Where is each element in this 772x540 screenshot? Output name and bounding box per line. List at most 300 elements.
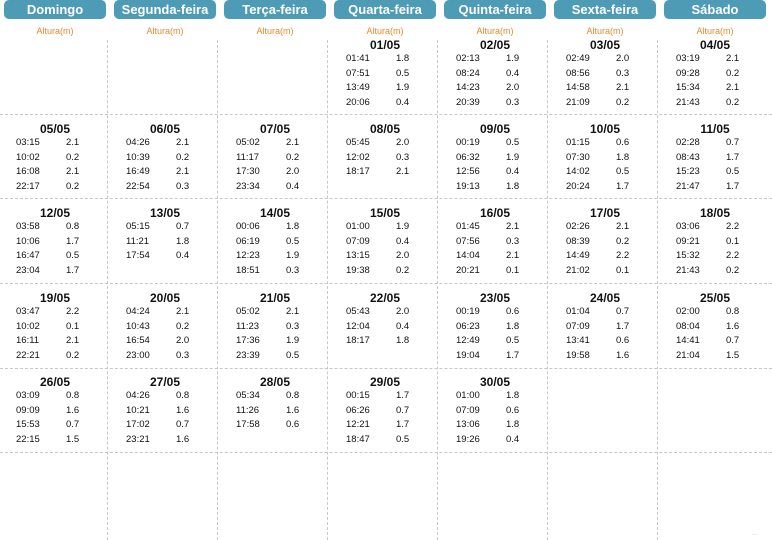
tide-time: 05:34 [236, 390, 260, 401]
tide-time: 09:09 [16, 404, 40, 416]
tide-height: 0.5 [66, 250, 80, 261]
tide-time: 01:00 [456, 390, 480, 401]
tide-height: 1.9 [286, 335, 300, 346]
tide-height: 1.8 [506, 419, 520, 430]
tide-time: 02:26 [566, 221, 590, 232]
tide-row [224, 320, 326, 335]
tide-time: 11:23 [236, 320, 260, 332]
height-unit-label: Altura(m) [696, 26, 734, 36]
day-date: 15/05 [369, 206, 401, 220]
tide-row [114, 320, 216, 335]
tide-time: 13:49 [346, 82, 370, 93]
tide-row [554, 67, 656, 82]
tide-row [114, 305, 216, 320]
day-date: 17/05 [589, 206, 621, 220]
tide-height: 2.0 [396, 250, 410, 261]
tide-row [4, 151, 106, 166]
tide-time: 12:56 [456, 166, 480, 177]
weekday-header-saturday: Sábado [664, 0, 766, 19]
tide-row [224, 165, 326, 180]
tide-row [444, 433, 546, 448]
tide-row [664, 349, 766, 364]
day-date: 25/05 [699, 291, 731, 305]
tide-height: 1.6 [176, 433, 190, 445]
tide-row [664, 151, 766, 166]
weekday-header-sunday: Domingo [4, 0, 106, 19]
day-date: 18/05 [699, 206, 731, 220]
tide-row [664, 96, 766, 111]
tide-time: 17:58 [236, 419, 260, 430]
tide-time: 21:04 [676, 349, 700, 361]
day-cell [664, 291, 766, 363]
tide-row [224, 180, 326, 195]
tide-row [114, 151, 216, 166]
tide-row [554, 96, 656, 111]
week-divider [0, 368, 772, 369]
tide-time: 17:02 [126, 419, 150, 430]
tide-height: 0.8 [176, 390, 190, 401]
tide-time: 16:54 [126, 335, 150, 346]
tide-height: 0.4 [396, 235, 410, 247]
tide-time: 03:06 [676, 221, 700, 232]
day-date: 08/05 [369, 122, 401, 136]
tide-row [334, 389, 436, 404]
tide-height: 2.1 [66, 335, 80, 346]
tide-height: 1.6 [66, 404, 80, 416]
tide-row [554, 235, 656, 250]
tide-time: 22:54 [126, 180, 150, 192]
week-divider [0, 198, 772, 199]
tide-row [554, 334, 656, 349]
tide-height: 1.8 [506, 390, 520, 401]
tide-height: 0.3 [286, 320, 300, 332]
tide-row [224, 404, 326, 419]
day-date: 23/05 [479, 291, 511, 305]
tide-height: 2.1 [506, 221, 520, 232]
tide-row [334, 52, 436, 67]
tide-row [334, 264, 436, 279]
day-cell [334, 291, 436, 349]
tide-time: 11:26 [236, 404, 260, 416]
tide-row [554, 136, 656, 151]
week-divider [0, 452, 772, 453]
tide-height: 1.6 [176, 404, 190, 416]
day-cell [334, 38, 436, 110]
tide-height: 2.0 [506, 82, 520, 93]
tide-time: 23:39 [236, 349, 260, 361]
day-cell [334, 375, 436, 447]
tide-time: 21:43 [676, 96, 700, 108]
tide-height: 2.1 [176, 137, 190, 148]
tide-time: 10:43 [126, 320, 150, 332]
tide-height: 2.0 [396, 137, 410, 148]
tide-time: 22:17 [16, 180, 40, 192]
day-cell [444, 38, 546, 110]
day-date: 21/05 [259, 291, 291, 305]
tide-row [334, 136, 436, 151]
tide-height: 1.8 [506, 180, 520, 192]
tide-time: 06:23 [456, 320, 480, 332]
day-cell [554, 122, 656, 194]
tide-time: 00:19 [456, 306, 480, 317]
tide-row [554, 249, 656, 264]
tide-height: 2.2 [726, 221, 740, 232]
tide-time: 00:19 [456, 137, 480, 148]
tide-row [444, 52, 546, 67]
tide-time: 14:02 [566, 166, 590, 177]
tide-height: 2.1 [176, 306, 190, 317]
tide-row [114, 136, 216, 151]
tide-height: 1.8 [176, 235, 190, 247]
tide-time: 03:47 [16, 306, 40, 317]
tide-time: 19:38 [346, 264, 370, 276]
tide-height: 0.6 [616, 335, 630, 346]
tide-time: 20:24 [566, 180, 590, 192]
tide-height: 2.1 [506, 250, 520, 261]
tide-row [114, 180, 216, 195]
tide-time: 15:32 [676, 250, 700, 261]
tide-row [334, 67, 436, 82]
day-cell [664, 122, 766, 194]
tide-time: 17:36 [236, 335, 260, 346]
tide-row [224, 349, 326, 364]
tide-time: 01:15 [566, 137, 590, 148]
tide-time: 23:00 [126, 349, 150, 361]
tide-height: 2.2 [726, 250, 740, 261]
tide-time: 21:47 [676, 180, 700, 192]
tide-time: 18:51 [236, 264, 260, 276]
week-divider [0, 283, 772, 284]
tide-time: 07:09 [456, 404, 480, 416]
tide-time: 12:21 [346, 419, 370, 430]
tide-time: 15:34 [676, 82, 700, 93]
tide-row [334, 165, 436, 180]
tide-time: 18:47 [346, 433, 370, 445]
tide-time: 19:13 [456, 180, 480, 192]
tide-height: 0.8 [66, 390, 80, 401]
height-unit-label: Altura(m) [256, 26, 294, 36]
tide-row [114, 433, 216, 448]
tide-row [224, 136, 326, 151]
tide-height: 2.2 [66, 306, 80, 317]
tide-time: 10:02 [16, 320, 40, 332]
tide-row [4, 165, 106, 180]
tide-height: 1.7 [66, 264, 80, 276]
tide-time: 07:09 [566, 320, 590, 332]
tide-row [444, 136, 546, 151]
tide-time: 15:53 [16, 419, 40, 430]
tide-time: 06:26 [346, 404, 370, 416]
tide-row [554, 180, 656, 195]
tide-row [664, 67, 766, 82]
tide-time: 20:39 [456, 96, 480, 108]
tide-time: 05:02 [236, 137, 260, 148]
tide-height: 1.9 [506, 151, 520, 163]
tide-time: 02:49 [566, 53, 590, 64]
tide-row [554, 81, 656, 96]
tide-height: 0.1 [616, 264, 630, 276]
tide-time: 01:00 [346, 221, 370, 232]
column-divider [107, 40, 108, 540]
tide-row [224, 305, 326, 320]
tide-time: 01:45 [456, 221, 480, 232]
tide-row [554, 349, 656, 364]
week-divider [0, 114, 772, 115]
tide-time: 14:23 [456, 82, 480, 93]
tide-row [224, 249, 326, 264]
tide-row [554, 220, 656, 235]
tide-row [444, 165, 546, 180]
day-cell [334, 206, 436, 278]
height-unit-label: Altura(m) [476, 26, 514, 36]
tide-time: 14:41 [676, 335, 700, 346]
tide-height: 0.4 [286, 180, 300, 192]
tide-height: 2.0 [176, 335, 190, 346]
tide-row [664, 249, 766, 264]
tide-height: 2.1 [286, 137, 300, 148]
tide-height: 0.2 [616, 96, 630, 108]
tide-height: 1.7 [396, 419, 410, 430]
tide-row [334, 81, 436, 96]
tide-row [4, 220, 106, 235]
tide-height: 1.8 [616, 151, 630, 163]
tide-height: 1.9 [396, 221, 410, 232]
tide-height: 0.3 [616, 67, 630, 79]
tide-row [334, 249, 436, 264]
tide-height: 0.4 [176, 250, 190, 261]
tide-height: 2.1 [616, 82, 630, 93]
tide-time: 14:04 [456, 250, 480, 261]
day-date: 09/05 [479, 122, 511, 136]
tide-time: 04:26 [126, 390, 150, 401]
height-unit-label: Altura(m) [36, 26, 74, 36]
tide-row [4, 433, 106, 448]
tide-height: 1.5 [66, 433, 80, 445]
tide-row [664, 136, 766, 151]
tide-row [444, 220, 546, 235]
tide-row [224, 151, 326, 166]
day-cell [4, 291, 106, 363]
day-cell [554, 38, 656, 110]
tide-row [444, 96, 546, 111]
day-date: 06/05 [149, 122, 181, 136]
watermark: ··· [752, 532, 758, 538]
tide-row [4, 305, 106, 320]
tide-height: 0.2 [176, 151, 190, 163]
tide-time: 03:09 [16, 390, 40, 401]
day-date: 05/05 [39, 122, 71, 136]
tide-height: 0.2 [616, 235, 630, 247]
tide-row [114, 418, 216, 433]
day-cell [444, 375, 546, 447]
tide-height: 0.4 [396, 96, 410, 108]
tide-row [664, 235, 766, 250]
tide-row [114, 404, 216, 419]
tide-height: 0.3 [506, 96, 520, 108]
tide-time: 10:39 [126, 151, 150, 163]
tide-time: 18:17 [346, 335, 370, 346]
tide-row [4, 418, 106, 433]
tide-height: 1.9 [396, 82, 410, 93]
day-cell [224, 291, 326, 363]
tide-row [444, 349, 546, 364]
tide-row [4, 249, 106, 264]
tide-row [334, 404, 436, 419]
tide-height: 0.2 [286, 151, 300, 163]
tide-height: 0.3 [176, 180, 190, 192]
tide-row [554, 305, 656, 320]
tide-height: 1.7 [506, 349, 520, 361]
tide-height: 0.3 [286, 264, 300, 276]
day-date: 03/05 [589, 38, 621, 52]
weekday-header-friday: Sexta-feira [554, 0, 656, 19]
tide-time: 21:43 [676, 264, 700, 276]
tide-height: 2.1 [286, 306, 300, 317]
tide-row [444, 305, 546, 320]
day-cell [224, 206, 326, 278]
day-cell [114, 375, 216, 447]
tide-time: 16:11 [16, 335, 40, 346]
tide-row [114, 334, 216, 349]
tide-row [4, 320, 106, 335]
tide-time: 11:17 [236, 151, 260, 163]
tide-time: 21:02 [566, 264, 590, 276]
tide-time: 23:04 [16, 264, 40, 276]
tide-time: 16:49 [126, 166, 150, 177]
tide-height: 1.6 [726, 320, 740, 332]
tide-row [444, 404, 546, 419]
day-date: 16/05 [479, 206, 511, 220]
tide-height: 0.1 [726, 235, 740, 247]
tide-height: 0.5 [396, 433, 410, 445]
tide-row [114, 349, 216, 364]
tide-row [444, 180, 546, 195]
tide-time: 04:26 [126, 137, 150, 148]
tide-time: 19:58 [566, 349, 590, 361]
tide-row [664, 220, 766, 235]
tide-height: 0.3 [176, 349, 190, 361]
day-date: 10/05 [589, 122, 621, 136]
day-cell [114, 122, 216, 194]
tide-time: 10:06 [16, 235, 40, 247]
tide-row [334, 433, 436, 448]
tide-row [444, 264, 546, 279]
tide-height: 0.2 [66, 180, 80, 192]
tide-time: 13:41 [566, 335, 590, 346]
tide-height: 2.0 [616, 53, 630, 64]
tide-time: 14:49 [566, 250, 590, 261]
tide-time: 19:26 [456, 433, 480, 445]
tide-height: 2.2 [616, 250, 630, 261]
tide-time: 20:06 [346, 96, 370, 108]
tide-height: 0.3 [506, 235, 520, 247]
tide-time: 05:45 [346, 137, 370, 148]
tide-height: 1.7 [616, 320, 630, 332]
tide-row [224, 220, 326, 235]
tide-row [114, 165, 216, 180]
day-date: 02/05 [479, 38, 511, 52]
tide-time: 01:04 [566, 306, 590, 317]
tide-time: 19:04 [456, 349, 480, 361]
tide-height: 0.2 [66, 349, 80, 361]
tide-height: 2.1 [396, 166, 410, 177]
tide-row [444, 67, 546, 82]
tide-row [334, 220, 436, 235]
tide-time: 12:49 [456, 335, 480, 346]
tide-height: 2.1 [726, 53, 740, 64]
tide-row [554, 151, 656, 166]
height-unit-label: Altura(m) [366, 26, 404, 36]
column-divider [327, 40, 328, 540]
tide-height: 1.7 [616, 180, 630, 192]
tide-height: 0.4 [506, 166, 520, 177]
tide-row [224, 389, 326, 404]
tide-height: 0.5 [396, 67, 410, 79]
tide-time: 22:21 [16, 349, 40, 361]
tide-time: 08:39 [566, 235, 590, 247]
tide-row [4, 180, 106, 195]
day-cell [224, 375, 326, 433]
tide-height: 0.6 [286, 419, 300, 430]
tide-height: 2.1 [726, 82, 740, 93]
tide-row [664, 180, 766, 195]
tide-height: 1.8 [396, 335, 410, 346]
tide-row [114, 249, 216, 264]
tide-time: 06:32 [456, 151, 480, 163]
tide-row [334, 305, 436, 320]
tide-row [664, 264, 766, 279]
day-cell [114, 291, 216, 363]
weekday-header-wednesday: Quarta-feira [334, 0, 436, 19]
weekday-header-tuesday: Terça-feira [224, 0, 326, 19]
tide-row [444, 151, 546, 166]
column-divider [437, 40, 438, 540]
weekday-header-thursday: Quinta-feira [444, 0, 546, 19]
day-cell [444, 206, 546, 278]
tide-row [114, 389, 216, 404]
tide-time: 03:15 [16, 137, 40, 148]
weekday-header-monday: Segunda-feira [114, 0, 216, 19]
tide-time: 07:51 [346, 67, 370, 79]
tide-time: 08:04 [676, 320, 700, 332]
day-date: 30/05 [479, 375, 511, 389]
tide-height: 0.8 [286, 390, 300, 401]
day-cell [444, 291, 546, 363]
tide-time: 22:15 [16, 433, 40, 445]
tide-height: 0.2 [66, 151, 80, 163]
day-cell [664, 38, 766, 110]
tide-height: 0.7 [726, 335, 740, 346]
height-unit-label: Altura(m) [586, 26, 624, 36]
tide-row [554, 52, 656, 67]
tide-row [664, 334, 766, 349]
day-cell [664, 206, 766, 278]
tide-height: 2.1 [176, 166, 190, 177]
tide-height: 0.5 [286, 235, 300, 247]
tide-row [114, 220, 216, 235]
tide-height: 1.8 [506, 320, 520, 332]
tide-time: 11:21 [126, 235, 150, 247]
tide-row [4, 334, 106, 349]
tide-height: 0.6 [506, 404, 520, 416]
tide-row [444, 320, 546, 335]
day-cell [4, 122, 106, 194]
day-cell [4, 206, 106, 278]
tide-time: 18:17 [346, 166, 370, 177]
tide-time: 13:06 [456, 419, 480, 430]
tide-row [444, 249, 546, 264]
tide-height: 0.8 [66, 221, 80, 232]
